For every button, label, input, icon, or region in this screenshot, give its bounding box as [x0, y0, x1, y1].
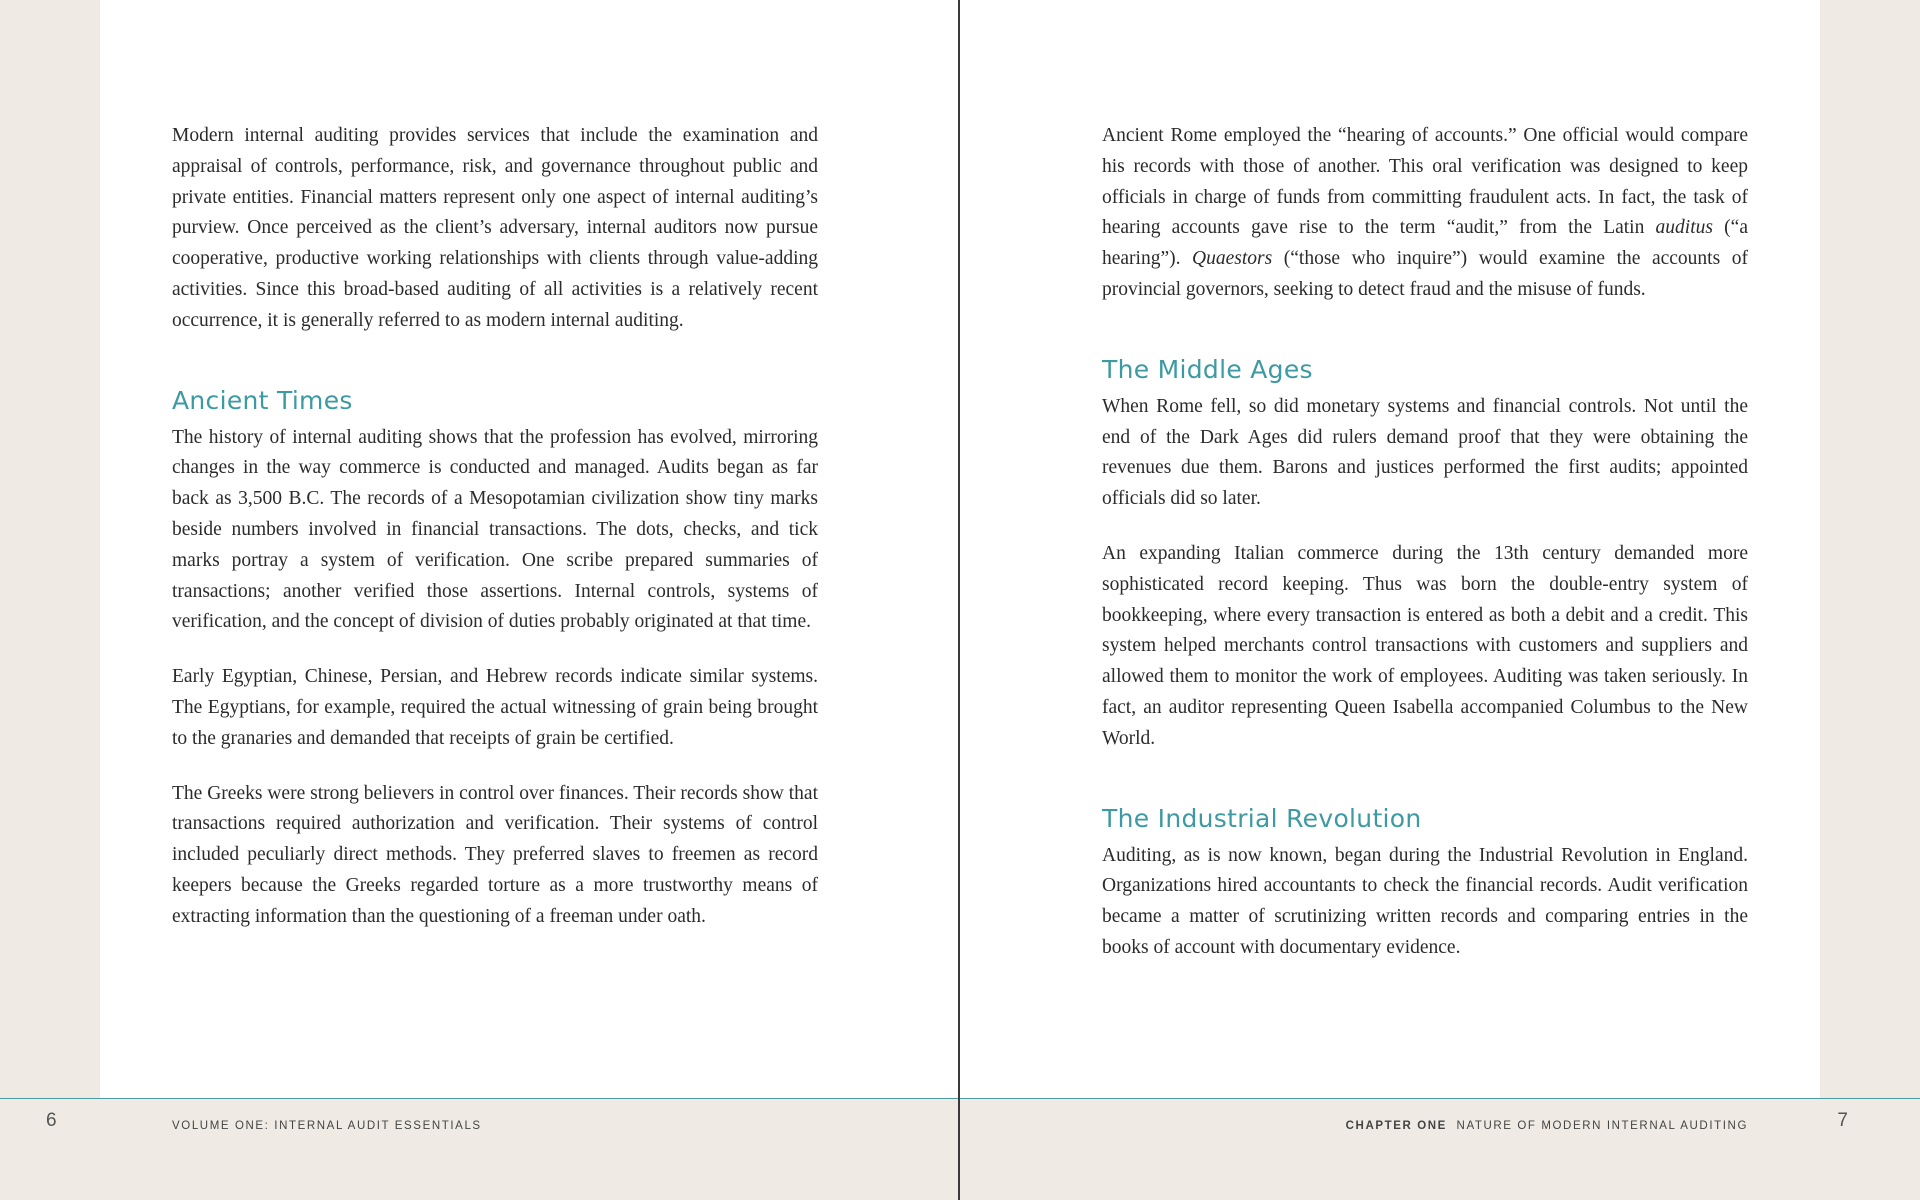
running-head-right: [1346, 1120, 1748, 1132]
right-footer: [960, 1098, 1920, 1200]
industrial-paragraph-1: Auditing, as is now known, began during the Industrial Revolution in England. Organizations hired accountants to check the financial records. Audit verification became a matter of scrutinizing written records and comparing entries in the books of account with documentary evidence.: [1102, 844, 1748, 958]
right-text-column: [1102, 121, 1748, 988]
page-number-right: 7: [1837, 1110, 1848, 1131]
middle-paragraph-1: When Rome fell, so did monetary systems and financial controls. Not until the end of the Dark Ages did rulers demand proof that they were obtaining the revenues due them. Barons and justices performed the first audits; appointed officials did so later.: [1102, 395, 1748, 510]
rome-text-1: Ancient Rome employed the “hearing of accounts.” One official would compare his records with those of another. This oral verification was designed to keep officials in charge of funds from committing fraudulent acts. In fact, the task of hearing accounts gave rise to the term “audit,” from the Latin: [1102, 125, 1748, 239]
middle-paragraph-2: An expanding Italian commerce during the 13th century demanded more sophisticated record keeping. Thus was born the double-entry system of bookkeeping, where every transaction is entered as both a debit and a credit. This system helped merchants control transactions with customers and suppliers and allowed them to monitor the work of employees. Auditing was taken seriously. In fact, an auditor representing Queen Isabella accompanied Columbus to the New World.: [1102, 542, 1748, 749]
rome-italic-quaestors: Quaestors: [1192, 248, 1273, 270]
running-head-chapter: CHAPTER ONE: [1345, 1120, 1447, 1132]
left-footer: [0, 1098, 960, 1200]
rome-text-3: (“those who inquire”) would examine the accounts of provincial governors, seeking to detect fraud and the misuse of funds.: [1102, 248, 1748, 300]
spine-gutter: [958, 0, 960, 1200]
running-head-left: VOLUME ONE: INTERNAL AUDIT ESSENTIALS: [172, 1120, 482, 1132]
left-outer-margin: [0, 0, 100, 1098]
running-head-title: NATURE OF MODERN INTERNAL AUDITING: [1456, 1120, 1748, 1132]
ancient-paragraph-1: The history of internal auditing shows that the profession has evolved, mirroring changes in the way commerce is conducted and managed. Audits began as far back as 3,500 B.C. The records of a Mesopotamian civilization show tiny marks beside numbers involved in financial transactions. The dots, checks, and tick marks portray a system of verification. One scribe prepared summaries of transactions; another verified those assertions. Internal controls, systems of verification, and the concept of division of duties probably originated at that time.: [172, 426, 818, 633]
rome-italic-auditus: auditus: [1655, 217, 1713, 239]
rome-paragraph: [1102, 121, 1748, 306]
left-text-column: [172, 121, 818, 957]
intro-paragraph: Modern internal auditing provides services that include the examination and appraisal of controls, performance, risk, and governance throughout public and private entities. Financial matters represent only one aspect of internal auditing’s purview. Once perceived as the client’s adversary, internal auditors now pursue cooperative, productive working relationships with clients through value-adding activities. Since this broad-based auditing of all activities is a relatively recent occurrence, it is generally referred to as modern internal auditing.: [172, 125, 818, 331]
ancient-paragraph-3: The Greeks were strong believers in control over finances. Their records show that transactions required authorization and verification. Their systems of control included peculiarly direct methods. They preferred slaves to freemen as record keepers because the Greeks regarded torture as a more trustworthy means of extracting information than the questioning of a freeman under oath.: [172, 782, 818, 927]
right-outer-margin: [1820, 0, 1920, 1098]
heading-middle-ages: The Middle Ages: [1102, 354, 1313, 384]
right-page: [960, 0, 1920, 1200]
page-number-left: 6: [46, 1110, 57, 1131]
heading-ancient-times: Ancient Times: [172, 385, 353, 415]
ancient-paragraph-2: Early Egyptian, Chinese, Persian, and Hebrew records indicate similar systems. The Egyptians, for example, required the actual witnessing of grain being brought to the granaries and demanded that receipts of grain be certified.: [172, 666, 818, 749]
heading-industrial-revolution: The Industrial Revolution: [1102, 803, 1422, 833]
rome-text-2: (“a hearing”).: [1102, 217, 1748, 270]
